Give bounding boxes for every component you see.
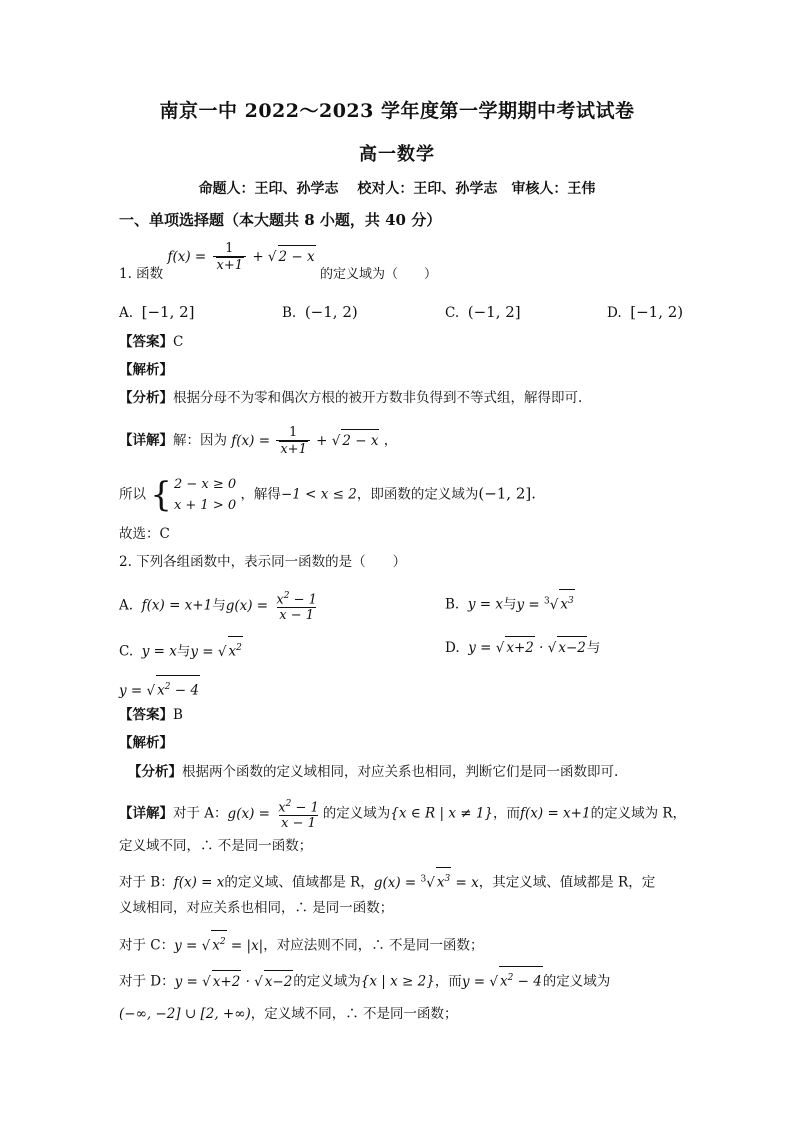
exam-authors: 命题人：王印、孙学志 校对人：王印、孙学志 审核人：王伟 <box>198 181 596 197</box>
q2-fenxi: 【分析】根据两个函数的定义域相同，对应关系也相同，判断它们是同一函数即可. <box>128 764 619 780</box>
q2-detail-b: 对于 B：f(x) = x的定义域、值域都是 R，g(x) = $^3$√ $x^3 = x$，其定义域、值域都是 R，定 <box>119 867 655 894</box>
q2-detail-d: 对于 D：y = √ x+2 · √ x−2的定义域为{x | x ≥ 2}，而y = √ $x^2 - 4$的定义域为 <box>119 966 610 993</box>
q2-option-b[interactable]: B. y = x与y = $^3$√ $x^3$ <box>445 589 575 616</box>
exam-title: 南京一中 2022～2023 学年度第一学期期中考试试卷 <box>159 100 635 122</box>
q2-option-d-cont: y = √ $x^2 - 4$ <box>119 675 200 702</box>
q2-detail-d-cont: (−∞, −2] ∪ [2, +∞)，定义域不同，∴ 不是同一函数； <box>119 1006 458 1022</box>
q2-option-a[interactable]: A. f(x) = x+1与g(x) = $\frac{x^2 - 1}{x - 1}$ <box>119 591 317 624</box>
q2-detail-c: 对于 C：y = √ $x^2 = |x|$，对应法则不同，∴ 不是同一函数； <box>119 930 484 957</box>
q2-answer: 【答案】B <box>119 707 183 723</box>
q1-option-a[interactable]: A. [−1, 2] <box>119 303 195 321</box>
q2-analysis-label: 【解析】 <box>119 735 173 751</box>
exam-subtitle: 高一数学 <box>359 144 435 165</box>
q2-detail-a-cont: 定义域不同，∴ 不是同一函数； <box>119 838 313 854</box>
q1-detail: 【详解】解：因为 f(x) = $\frac{1}{x+1}$ + √ 2 − x ， <box>119 425 398 457</box>
q1-answer: 【答案】C <box>119 334 184 350</box>
q2-detail-a: 【详解】对于 A：g(x) = $\frac{x^2 - 1}{x - 1}$ 的定义域为{x ∈ R | x ≠ 1}，而f(x) = x+1的定义域为 R， <box>119 799 687 832</box>
q1-stem: 1. 函数 f(x) = $\frac{1}{x+1}$ + √ 2 − x 的定义域为（ ） <box>119 241 437 282</box>
q1-fenxi: 【分析】根据分母不为零和偶次方根的被开方数非负得到不等式组，解得即可. <box>119 390 583 406</box>
q1-option-d[interactable]: D. [−1, 2) <box>607 303 684 321</box>
q1-system: 所以 { 2 − x ≥ 0 x + 1 > 0 ，解得−1 < x ≤ 2，即函数的定义域为(−1, 2]. <box>119 475 537 515</box>
q1-analysis-label: 【解析】 <box>119 362 173 378</box>
q2-stem: 2. 下列各组函数中，表示同一函数的是（ ） <box>119 554 407 570</box>
q1-final: 故选：C <box>119 526 170 542</box>
q2-option-c[interactable]: C. y = x与y = √ $x^2$ <box>119 636 243 663</box>
q1-function: f(x) = $\frac{1}{x+1}$ + √ 2 − x <box>167 241 315 273</box>
section-heading: 一、单项选择题（本大题共 8 小题，共 40 分） <box>119 211 442 229</box>
q2-option-d[interactable]: D. y = √ x+2 · √ x−2与 <box>445 636 600 659</box>
q2-detail-b-cont: 义域相同，对应关系也相同，∴ 是同一函数； <box>119 900 394 916</box>
q1-option-b[interactable]: B. (−1, 2) <box>282 303 358 321</box>
q1-option-c[interactable]: C. (−1, 2] <box>445 303 521 321</box>
